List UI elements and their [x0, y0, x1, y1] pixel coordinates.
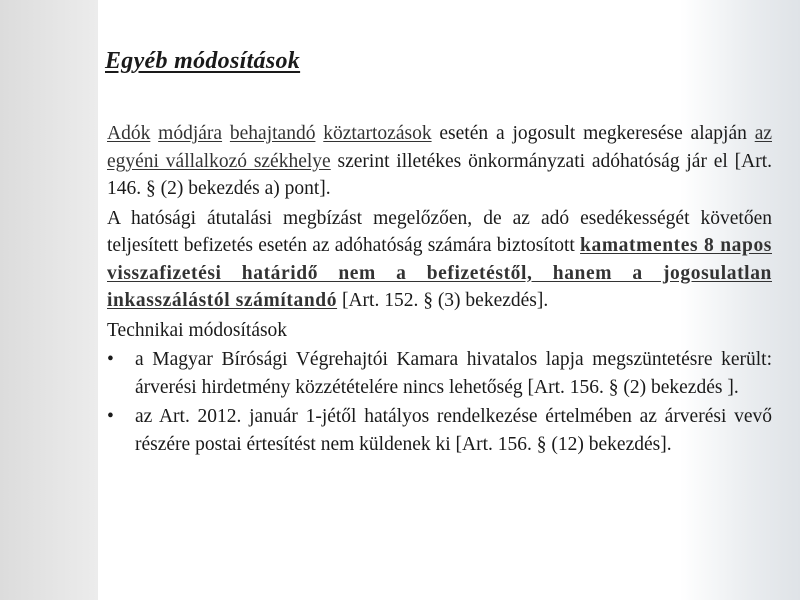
left-background	[0, 0, 98, 600]
underlined-term: köztartozások	[323, 123, 432, 144]
section-heading-technical: Technikai módosítások	[107, 319, 288, 341]
text-span	[222, 123, 230, 144]
list-item	[107, 403, 772, 458]
list-item-text: a Magyar Bírósági Végrehajtói Kamara hivatalos lapja megszüntetésre került: árverési hirdetmény közzétételére nincs lehetőség [Art. 156. § (2) bekezdés ].	[135, 349, 772, 398]
list-item-text: az Art. 2012. január 1-jétől hatályos rendelkezése értelmében az árverési vevő részére postai értesítést nem küldenek ki [Art. 156. § (12) bekezdés].	[135, 406, 772, 455]
slide-title: Egyéb módosítások	[105, 48, 301, 74]
bullet-icon: •	[107, 349, 114, 370]
underlined-term: az egyéni vállalkozó székhelye	[107, 123, 772, 172]
slide-content	[107, 120, 772, 460]
paragraph-tax-collection	[107, 120, 772, 203]
text-span: A hatósági átutalási megbízást megelőzően, de az adó esedékességét követően teljesített befizetés esetén az adóhatóság számára biztosított	[107, 207, 772, 256]
text-span	[150, 123, 158, 144]
bullet-list	[107, 346, 772, 458]
list-item	[107, 346, 772, 401]
underlined-term: behajtandó	[229, 123, 316, 144]
text-span: szerint illetékes önkormányzati adóhatóság jár el [Art. 146. § (2) bekezdés a) pont].	[107, 150, 773, 199]
text-span: [Art. 152. § (3) bekezdés].	[337, 290, 549, 311]
paragraph-refund-deadline	[107, 205, 772, 315]
underlined-bold-term: kamatmentes 8 napos visszafizetési határidő nem a befizetéstől, hanem a jogosulatlan inkasszálástól számítandó	[107, 235, 772, 311]
text-span: esetén a jogosult megkeresése alapján	[431, 123, 755, 144]
bullet-icon: •	[107, 406, 114, 427]
underlined-term: Adók	[107, 123, 151, 144]
underlined-term: módjára	[158, 123, 223, 144]
